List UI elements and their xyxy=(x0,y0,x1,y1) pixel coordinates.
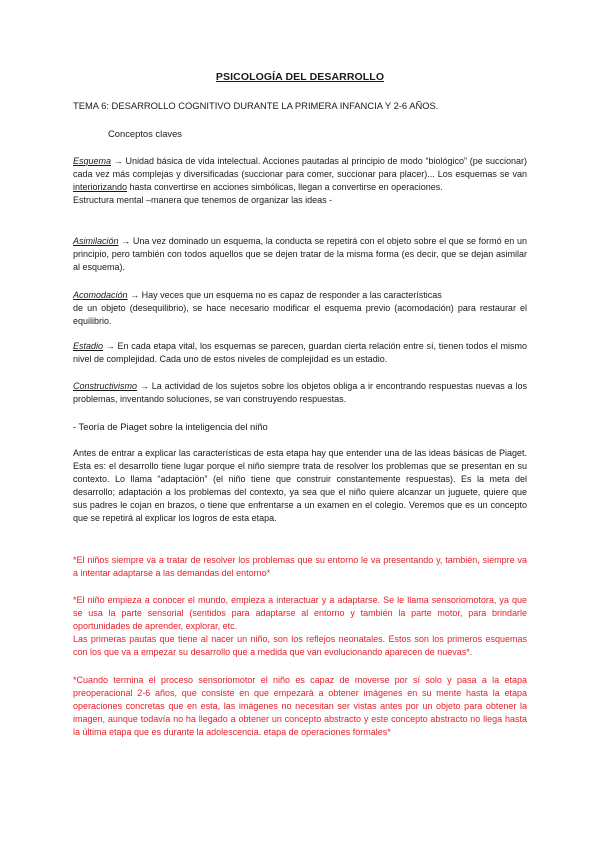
tema-heading: TEMA 6: DESARROLLO COGNITIVO DURANTE LA PRIMERA INFANCIA Y 2-6 AÑOS. xyxy=(73,100,439,111)
asimilacion-text: Una vez dominado un esquema, la conducta se repetirá con el objeto sobre el que se formó en un principio, pero también con todos aquellos que se dejen tratar de la misma forma (es decir, que se dejan asimilar al esquema). xyxy=(73,236,527,272)
quote-3 xyxy=(73,674,527,739)
quote-2-text: *El niño empieza a conocer el mundo, empieza a interactuar y a adaptarse. Se le llama sensoriomotora, ya que se usa la parte sensorial (sentidos para adaptarse al entorno y también la parte motor, para brindarle oportunidades de aprender, explorar, etc. xyxy=(73,595,527,631)
arrow-icon: → xyxy=(130,290,140,300)
quote-2 xyxy=(73,594,527,659)
estadio-paragraph xyxy=(73,340,527,366)
constructivismo-paragraph xyxy=(73,380,527,406)
acomodacion-term: Acomodación xyxy=(73,290,128,300)
esquema-term: Esquema xyxy=(73,156,112,166)
arrow-icon: → xyxy=(139,381,149,391)
quote-1-text: *El niños siempre va a tratar de resolver los problemas que su entorno le va presentando y, también, siempre va a intentar adaptarse a las demandas del entorno* xyxy=(73,555,527,578)
esquema-paragraph xyxy=(73,155,527,207)
estadio-text: En cada etapa vital, los esquemas se parecen, guardan cierta relación entre sí, tienen todos el mismo nivel de complejidad. Cada uno de estos niveles de complejidad es un estadio. xyxy=(73,341,527,364)
quote-3-text: *Cuando termina el proceso sensoriomotor el niño es capaz de moverse por sí solo y pasa a la etapa preoperacional 2-6 años, que consiste en que empezará a obtener imágenes en su mente hasta la etapa operaciones concretas que en esta, las imágenes no necesitan ser vistas antes por un objeto para obtener la imagen, aunque todavía no ha llegado a obtener un concepto abstracto y este concepto abstracto no llega hasta la última etapa que es durante la adolescencia. etapa de operaciones formales* xyxy=(73,675,527,737)
acomodacion-text: Hay veces que un esquema no es capaz de responder a las características xyxy=(141,290,442,300)
constructivismo-term: Constructivismo xyxy=(73,381,138,391)
piaget-paragraph xyxy=(73,447,527,524)
asimilacion-term: Asimilación xyxy=(73,236,119,246)
quote-2-text-b: Las primeras pautas que tiene al nacer un niño, son los reflejos neonatales. Estos son los primeros esquemas con los que va a empezar su desarrollo que a medida que van evolucionando aparecen de nuevas*. xyxy=(73,633,527,657)
arrow-icon: → xyxy=(105,341,115,351)
esquema-text: Unidad básica de vida intelectual. Acciones pautadas al principio de modo “biológico” (pe succionar) cada vez más complejas y diversificadas (succionar para comer, succionar para placer)... Los esquemas se van xyxy=(73,156,527,179)
acomodacion-text-2: de un objeto (desequilibrio), se hace necesario modificar el esquema previo (acomodación) para restaurar el equilibrio. xyxy=(73,302,527,326)
esquema-extra: Estructura mental –manera que tenemos de organizar las ideas - xyxy=(73,194,333,205)
acomodacion-paragraph xyxy=(73,289,527,328)
estadio-term: Estadio xyxy=(73,341,104,351)
arrow-icon: → xyxy=(113,156,123,166)
page-title: PSICOLOGÍA DEL DESARROLLO xyxy=(215,71,385,83)
conceptos-heading: Conceptos claves xyxy=(108,128,182,139)
arrow-icon: → xyxy=(121,236,131,246)
quote-1 xyxy=(73,554,527,580)
piaget-text: Antes de entrar a explicar las características de esta etapa hay que entender una de las ideas básicas de Piaget. Esta es: el desarrollo tiene lugar porque el niño siempre trata de resolver los problemas que se presentan en su contexto. Lo llama “adaptación” (el niño tiene que construir constantemente respuestas). Es la meta del desarrollo; adaptación a los problemas del contexto, ya sea que el niño quiere alcanzar un juguete, quiere que sus padres le cojan en brazos, o tiene que enfrentarse a un examen en el colegio. Veremos que es un concepto que se repetirá al explicar los logros de esta etapa. xyxy=(73,448,527,523)
esquema-underlined: interiorizando xyxy=(73,181,128,192)
constructivismo-text: La actividad de los sujetos sobre los objetos obliga a ir encontrando respuestas nuevas a los problemas, inventando soluciones, se van construyendo respuestas. xyxy=(73,381,527,404)
piaget-heading: - Teoría de Piaget sobre la inteligencia del niño xyxy=(73,421,268,432)
esquema-text-end: hasta convertirse en acciones simbólicas, llegan a convertirse en operaciones. xyxy=(129,181,443,192)
asimilacion-paragraph xyxy=(73,235,527,274)
